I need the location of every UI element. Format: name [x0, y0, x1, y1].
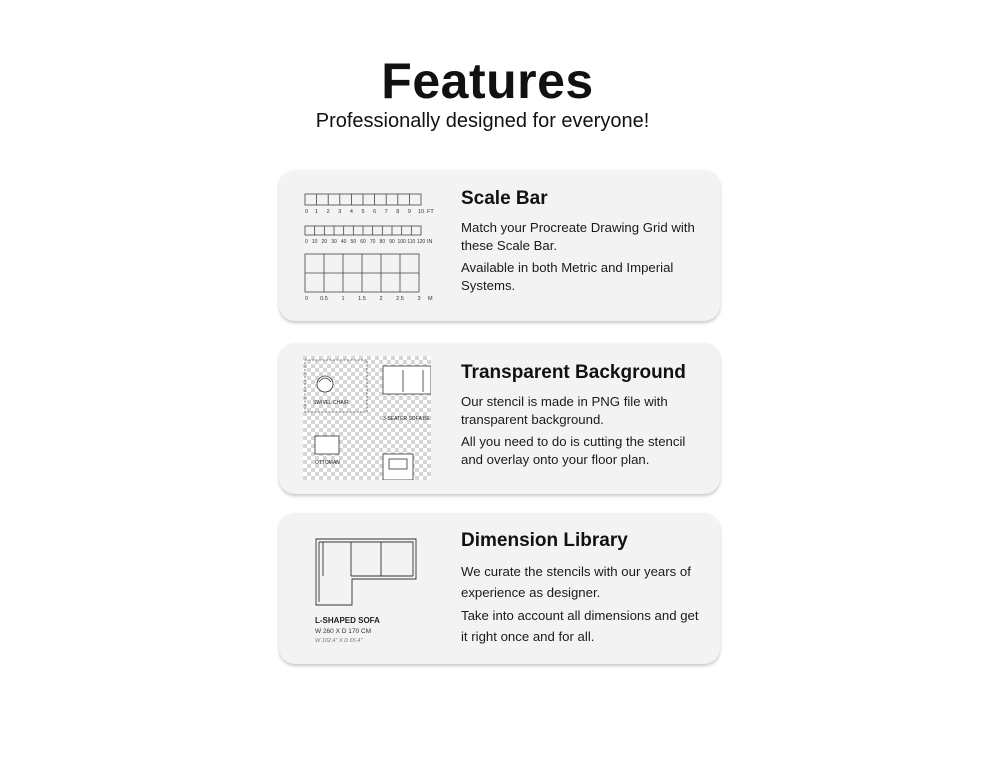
feature-card-dimension-library — [279, 513, 720, 664]
feet-tick-label: 9 — [407, 209, 411, 215]
feature-card-transparent-background — [279, 343, 720, 494]
meter-tick-label: 3 — [417, 296, 421, 302]
card-description: Take into account all dimensions and get it right once and for all. — [461, 608, 699, 644]
sofa-name-label: L-SHAPED SOFA — [315, 616, 380, 625]
meter-unit-label: M — [428, 296, 433, 302]
feet-tick-label: 6 — [373, 209, 377, 215]
inch-tick-label: 10 — [311, 239, 318, 245]
card-description: All you need to do is cutting the stencil and overlay onto your floor plan. — [461, 434, 686, 467]
meter-tick-label: 1 — [341, 296, 345, 302]
feet-tick-label: 4 — [349, 209, 353, 215]
meter-tick-label: 1.5 — [358, 296, 366, 302]
feet-tick-label: 2 — [326, 209, 330, 215]
meter-tick-label: 0.5 — [320, 296, 328, 302]
card-title: Scale Bar — [461, 188, 548, 209]
ottoman-label: OTTOMAN — [315, 460, 340, 466]
inch-tick-label: 40 — [340, 239, 347, 245]
sofa-label: 3-SEATER SOFA BE — [383, 416, 430, 422]
card-description: Available in both Metric and Imperial Systems. — [461, 260, 674, 293]
inch-unit-label: IN — [427, 239, 433, 245]
meter-tick-label: 0 — [305, 296, 309, 302]
side-table-stencil — [383, 454, 413, 480]
card-description: Our stencil is made in PNG file with transparent background. — [461, 394, 668, 427]
card-text — [461, 530, 702, 649]
sofa-metric-dimension: W 260 X D 170 CM — [315, 628, 371, 635]
inch-tick-label: 30 — [331, 239, 337, 245]
card-title: Transparent Background — [461, 362, 686, 383]
ottoman-stencil — [315, 436, 339, 454]
card-description: We curate the stencils with our years of experience as designer. — [461, 564, 691, 600]
feet-scale-bar — [305, 194, 421, 205]
l-shaped-sofa-stencil — [316, 539, 416, 605]
feature-card-scale-bar — [279, 170, 720, 321]
page-subtitle: Professionally designed for everyone! — [315, 110, 650, 132]
feet-tick-labels — [305, 209, 424, 215]
inch-tick-label: 120 — [416, 239, 426, 245]
inch-tick-label: 60 — [360, 239, 366, 245]
card-title: Dimension Library — [461, 530, 628, 551]
inch-tick-label: 0 — [305, 239, 308, 245]
sofa-imperial-dimension: W 102.4" X D 65.4" — [315, 638, 363, 644]
swivel-chair-label: SWIVEL CHAIR — [313, 400, 349, 406]
scale-bar-illustration — [303, 190, 443, 302]
page-title: Features — [381, 53, 594, 109]
feet-tick-label: 10 — [417, 209, 425, 215]
l-shaped-sofa-illustration — [315, 537, 435, 647]
meter-scale-bar — [305, 254, 419, 292]
transparent-stencil-illustration — [303, 356, 431, 480]
inch-tick-label: 110 — [407, 239, 416, 245]
inch-tick-label: 80 — [379, 239, 386, 245]
card-text — [461, 362, 702, 473]
feet-tick-label: 1 — [315, 209, 319, 215]
feet-tick-label: 3 — [338, 209, 342, 215]
feet-tick-label: 8 — [396, 209, 400, 215]
inch-tick-label: 70 — [369, 239, 376, 245]
feet-tick-label: 0 — [305, 209, 309, 215]
meter-tick-label: 2.5 — [396, 296, 404, 302]
sofa-stencil — [383, 366, 431, 394]
inch-tick-label: 100 — [397, 239, 406, 245]
feet-unit-label: FT — [427, 209, 434, 215]
card-description: Match your Procreate Drawing Grid with these Scale Bar. — [461, 220, 695, 253]
inch-tick-labels — [305, 239, 425, 245]
inch-tick-label: 90 — [389, 239, 395, 245]
meter-tick-labels — [305, 296, 421, 302]
inch-tick-label: 50 — [350, 239, 357, 245]
feet-tick-label: 5 — [361, 209, 365, 215]
meter-tick-label: 2 — [379, 296, 383, 302]
inch-scale-bar — [305, 226, 421, 235]
feet-tick-label: 7 — [384, 209, 388, 215]
inch-tick-label: 20 — [321, 239, 328, 245]
card-text — [461, 188, 702, 299]
